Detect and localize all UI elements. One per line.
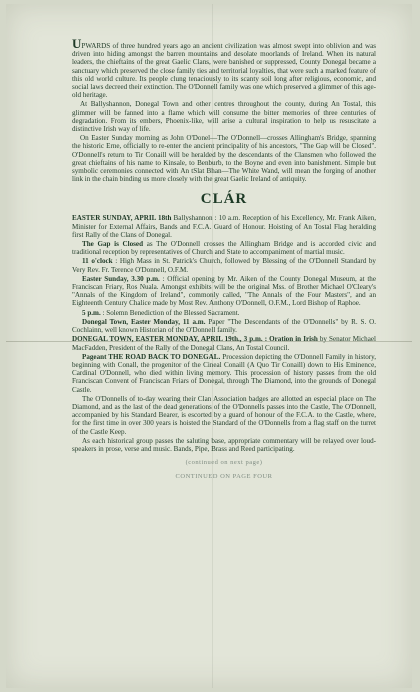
entry-1-heading: EASTER SUNDAY, APRIL 18th <box>72 214 172 223</box>
entry-7-heading: DONEGAL TOWN, EASTER MONDAY, APRIL 19th., 3 p.m. : Oration in Irish <box>72 335 318 344</box>
entry-6-heading: Donegal Town, Easter Monday, 11 a.m. <box>82 317 206 326</box>
entry-3-heading: 11 o'clock <box>82 257 113 266</box>
intro-paragraph-2: At Ballyshannon, Donegal Town and other centres throughout the county, during An Tostal, this glimmer will be fanned into a flame which will consume the bitter memories of three centuries of degradation. From its embers, Phoenix-like, will arise a cultural inspiration to help us resuscitate a distinctive Irish way of life. <box>72 100 376 134</box>
faint-footer-line-2: CONTINUED ON PAGE FOUR <box>175 473 273 481</box>
programme-entry-3: 11 o'clock : High Mass in St. Patrick's Church, followed by Blessing of the O'Donnell Standard by Very Rev. Fr. Terence O'Donnell, O.F.M. <box>72 257 376 274</box>
programme-entry-1: EASTER SUNDAY, APRIL 18th Ballyshannon : 10 a.m. Reception of his Excellency, Mr. Frank Aiken, Minister for External Affairs, Bands and F.C.A. Guard of Honour. Hoisting of An Tostal Flag heralding first Rally of the Clans of Donegal. <box>72 214 376 239</box>
programme-entry-6: Donegal Town, Easter Monday, 11 a.m. Paper "The Descendants of the O'Donnells" by R. S. O. Cochlainn, well known Historian of the O'Donnell family. <box>72 317 376 335</box>
document-page <box>6 4 412 688</box>
entry-4-heading: Easter Sunday, 3.30 p.m. <box>82 274 160 283</box>
programme-entry-10: As each historical group passes the saluting base, appropriate commentary will be relayed over loud-speakers in prose, verse and music. Bands, Pipe, Brass and Reed participating. <box>72 436 376 453</box>
programme-entry-7: DONEGAL TOWN, EASTER MONDAY, APRIL 19th., 3 p.m. : Oration in Irish by Senator Michael MacFadden, President of the Rally of the Donegal Clans, An Tostal Council. <box>72 335 376 352</box>
intro-lead-text: PWARDS of three hundred years ago an ancient civilization was almost swept into oblivion and was driven into hiding amongst the barren mountains and desolate moorlands of Ireland. When its natural leaders, the chieftains of the great Gaelic Clans, were banished or suppressed, County Donegal became a sanctuary which preserved the close family ties and territorial loyalties, that were such a marked feature of this old world culture. Its people clung tenaciously to its scanty soil long after religious, economic, and social laws decreed their extinction. The O'Donnell family was one which preserved a glimmer of this age-old heritage. <box>72 42 376 100</box>
faint-footer-line-1: (continued on next page) <box>185 459 263 467</box>
programme-entry-9: The O'Donnells of to-day wearing their Clan Association badges are allotted an especial place on The Diamond, and as the last of the dead generations of the O'Donnells passes into the Castle, The O'Donnell, accompanied by his Standard Bearer, is escorted by a guard of honour of the F.C.A. to the Castle, where, for the first time in over 300 years is hoisted the Standard of the O'Donnells from a flag staff on the turret of the Castle Keep. <box>72 394 376 436</box>
programme-entry-8: Pageant THE ROAD BACK TO DONEGAL. Procession depicting the O'Donnell Family in history, beginning with Conall, the progenitor of the Cineal Conaill (A Quo Tir Conaill) down to His Eminence, Cardinal O'Donnell, who died within living memory. This procession of history passes from the old Franciscan Convent of Franciscan Friars of Donegal, through The Diamond, into the grounds of Donegal Castle. <box>72 352 376 394</box>
intro-paragraph-3: On Easter Sunday morning as John O'Donel—The O'Donnell—crosses Allingham's Bridge, spanning the historic Erne, officially to re-enter the ancient principality of his ancestors, "The Gap will be Closed". O'Donnell's return to Tir Conaill will be heralded by the descendants of the Clansmen who followed the great chieftains of his name to Kinsale, to Benburb, to the Boyne and even into banishment. Simple but symbolic ceremonies connected with An tSlat Bhan—The White Wand, will mean the forging of another link in the chain binding us more closely with the great Gaelic Ireland of antiquity. <box>72 134 376 184</box>
programme-entry-2: The Gap is Closed as The O'Donnell crosses the Allingham Bridge and is accorded civic and traditional reception by representatives of Church and State to accompaniment of martial music. <box>72 240 376 257</box>
entry-8-heading: Pageant THE ROAD BACK TO DONEGAL. <box>82 352 221 361</box>
entry-2-heading: The Gap is Closed <box>82 240 144 249</box>
entry-5-heading: 5 p.m. <box>82 308 101 317</box>
programme-heading: CLÁR <box>200 191 248 208</box>
intro-paragraph <box>72 36 376 100</box>
programme-entry-5: 5 p.m. : Solemn Benediction of the Blessed Sacrament. <box>82 308 240 317</box>
programme-entry-4: Easter Sunday, 3.30 p.m. : Official opening by Mr. Aiken of the County Donegal Museum, at the Franciscan Friary, Ros Nuala. Amongst exhibits will be the original Mss. of Brother Michael O'Cleary's "Annals of the Kingdom of Ireland", commonly called, "The Annals of the Four Masters", and an Eighteenth Century Chalice made by Most Rev. Anthony O'Donnell, O.F.M., Lord Bishop of Raphoe. <box>72 274 376 308</box>
drop-cap: U <box>72 36 82 51</box>
text-column <box>72 36 376 481</box>
